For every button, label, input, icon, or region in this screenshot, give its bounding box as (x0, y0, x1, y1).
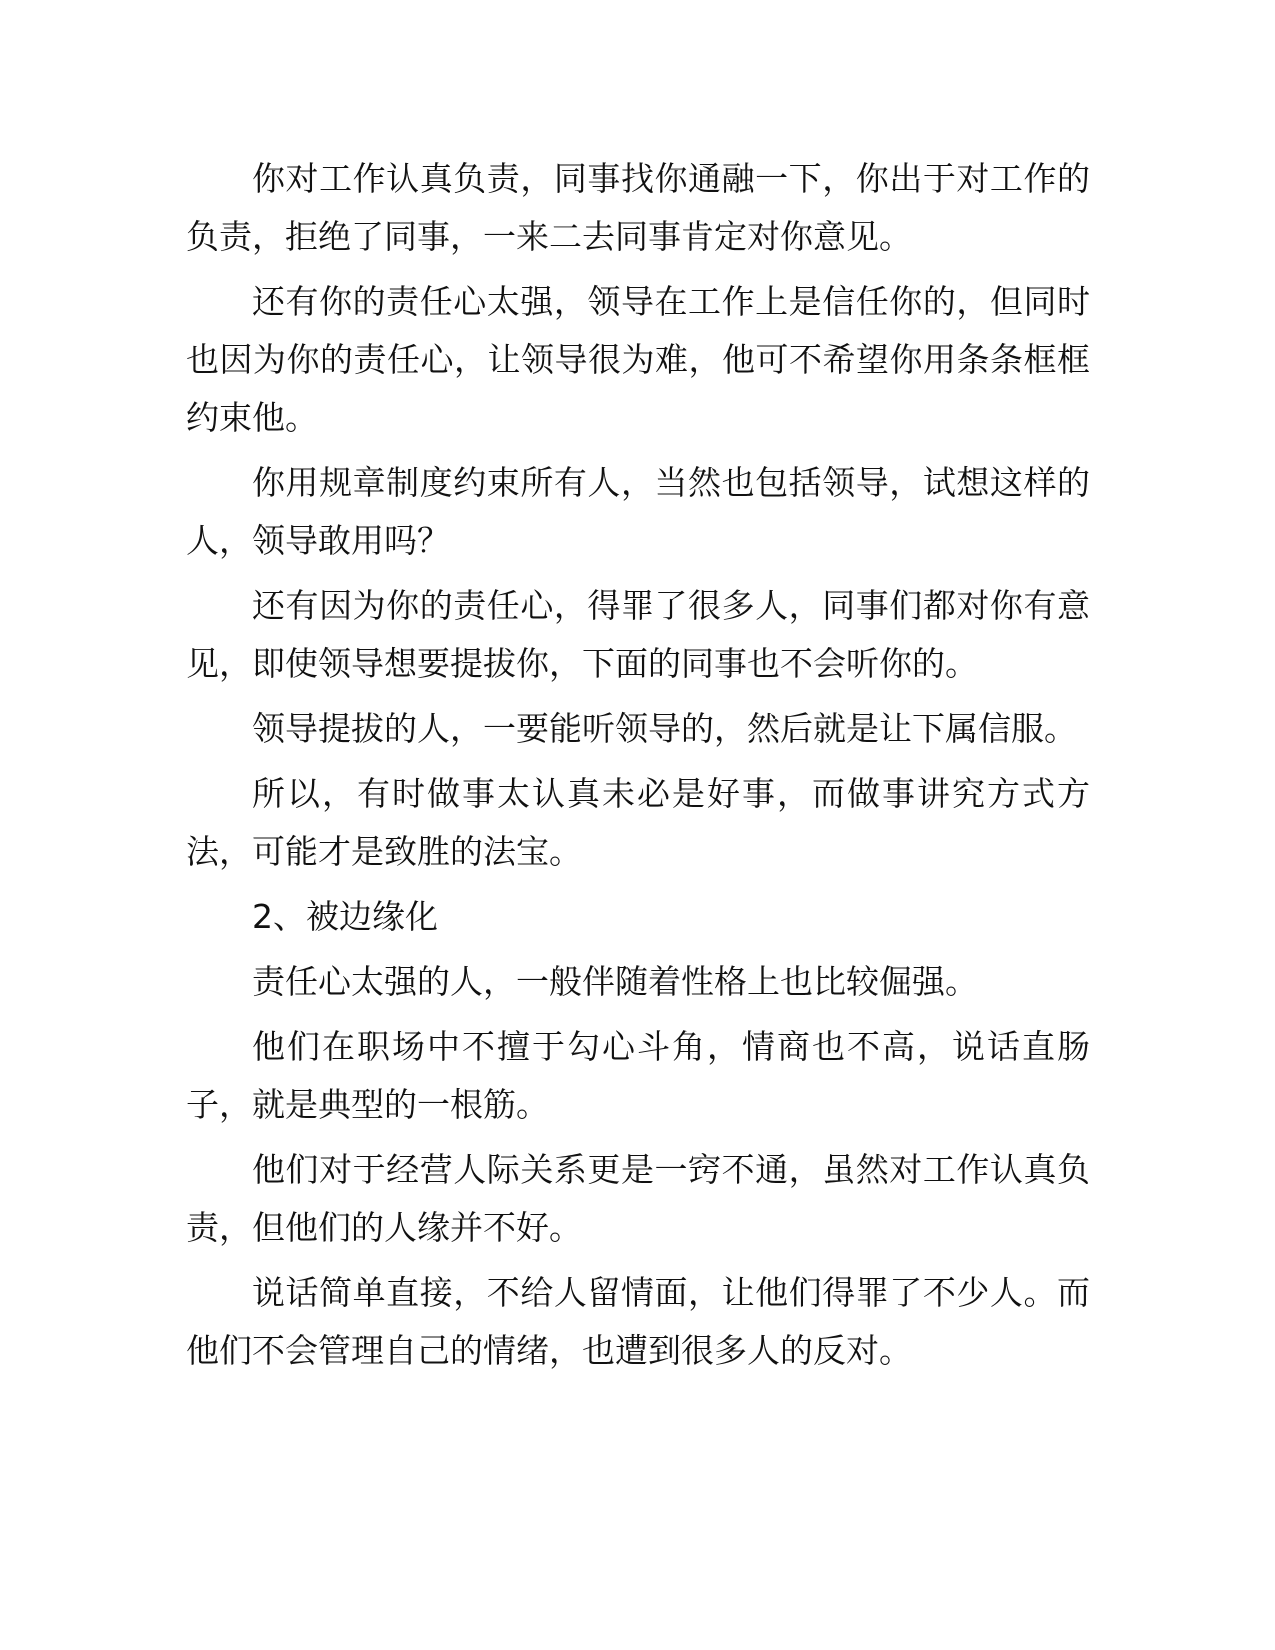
section-heading: 2、被边缘化 (252, 897, 438, 936)
paragraph: 说话简单直接，不给人留情面，让他们得罪了不少人。而他们不会管理自己的情绪，也遭到很多人的反对。 (186, 1273, 1090, 1370)
paragraph: 责任心太强的人，一般伴随着性格上也比较倔强。 (252, 962, 978, 1001)
paragraph: 你对工作认真负责，同事找你通融一下，你出于对工作的负责，拒绝了同事，一来二去同事肯定对你意见。 (186, 159, 1090, 256)
paragraph: 你用规章制度约束所有人，当然也包括领导，试想这样的人，领导敢用吗？ (186, 463, 1090, 560)
document-body (186, 150, 1090, 1387)
paragraph: 他们对于经营人际关系更是一窍不通，虽然对工作认真负责，但他们的人缘并不好。 (186, 1150, 1090, 1247)
paragraph: 他们在职场中不擅于勾心斗角，情商也不高，说话直肠子，就是典型的一根筋。 (186, 1027, 1090, 1124)
paragraph: 还有你的责任心太强，领导在工作上是信任你的，但同时也因为你的责任心，让领导很为难，他可不希望你用条条框框约束他。 (186, 282, 1090, 437)
paragraph: 所以，有时做事太认真未必是好事，而做事讲究方式方法，可能才是致胜的法宝。 (186, 774, 1090, 871)
paragraph: 领导提拔的人，一要能听领导的，然后就是让下属信服。 (252, 709, 1077, 748)
paragraph: 还有因为你的责任心，得罪了很多人，同事们都对你有意见，即使领导想要提拔你，下面的同事也不会听你的。 (186, 586, 1090, 683)
